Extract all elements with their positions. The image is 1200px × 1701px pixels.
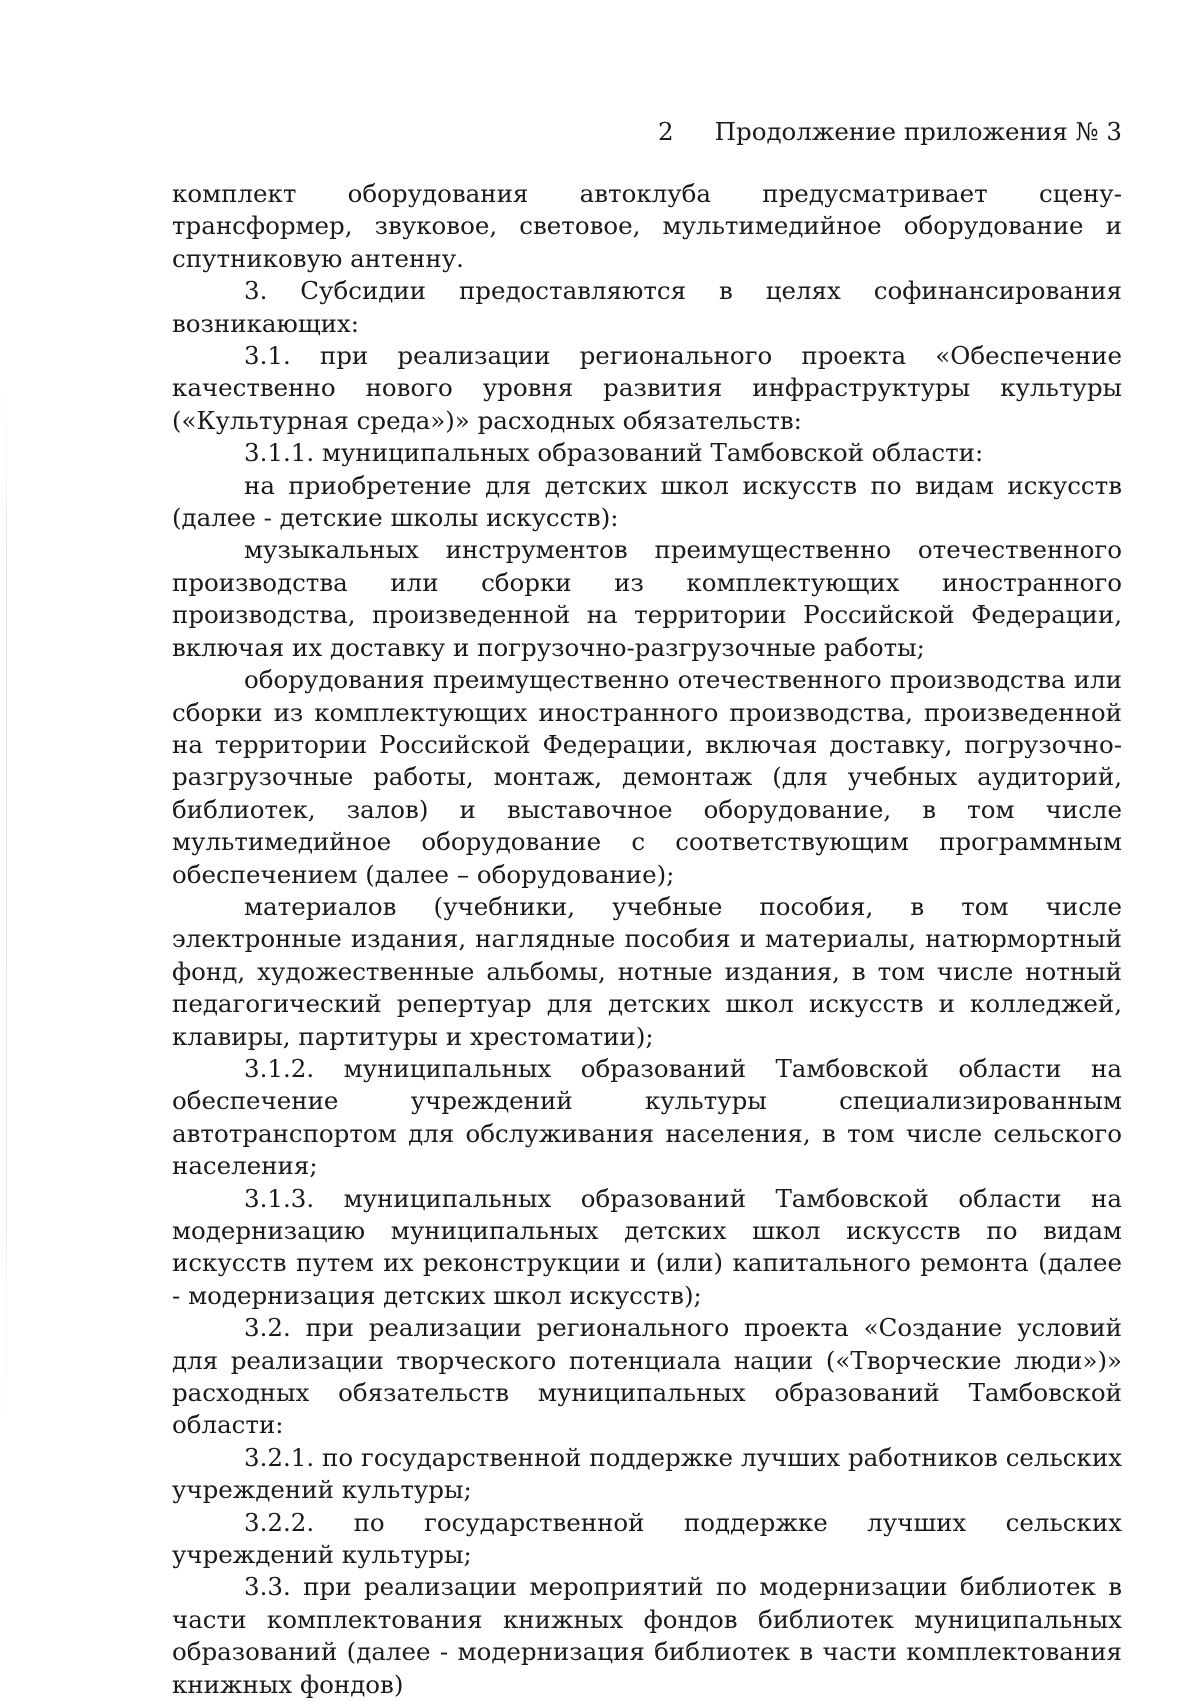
paragraph: музыкальных инструментов преимущественно отечественного производства или сборки из комплектующих иностранного производства, произведенной на территории Российской Федерации, включая их доставку и погрузочно-разгрузочные работы; xyxy=(172,535,1122,662)
paragraph: 3.2. при реализации регионального проекта «Создание условий для реализации творческого потенциала нации («Творческие люди»)» расходных обязательств муниципальных образований Тамбовской области: xyxy=(172,1313,1122,1440)
paragraph: 3.1.3. муниципальных образований Тамбовской области на модернизацию муниципальных детских школ искусств по видам искусств путем их реконструкции и (или) капитального ремонта (далее - модернизация детских школ искусств); xyxy=(172,1183,1122,1310)
page-header xyxy=(172,112,1122,152)
paragraph: 3.2.1. по государственной поддержке лучших работников сельских учреждений культуры; xyxy=(172,1442,1122,1505)
page-number: 2 xyxy=(658,117,674,146)
scan-edge-shadow xyxy=(6,380,7,1440)
paragraph: 3.2.2. по государственной поддержке лучших сельских учреждений культуры; xyxy=(172,1507,1122,1570)
paragraph: материалов (учебники, учебные пособия, в том числе электронные издания, наглядные пособия и материалы, натюрмортный фонд, художественные альбомы, нотные издания, в том числе нотный педагогический репертуар для детских школ искусств и колледжей, клавиры, партитуры и хрестоматии); xyxy=(172,891,1122,1051)
paragraph: 3.1.1. муниципальных образований Тамбовской области: xyxy=(244,438,984,468)
paragraph: 3. Субсидии предоставляются в целях софинансирования возникающих: xyxy=(172,276,1122,338)
paragraph: оборудования преимущественно отечественного производства или сборки из комплектующих иностранного производства, произведенной на территории Российской Федерации, включая доставку, погрузочно-разгрузочные работы, монтаж, демонтаж (для учебных аудиторий, библиотек, залов) и выставочное оборудование, в том числе мультимедийное оборудование с соответствующим программным обеспечением (далее – оборудование); xyxy=(172,665,1122,889)
paragraph: на приобретение для детских школ искусств по видам искусств (далее - детские школы искусств): xyxy=(172,470,1122,533)
appendix-continuation-caption: Продолжение приложения № 3 xyxy=(714,117,1122,146)
paragraph: 3.1.2. муниципальных образований Тамбовской области на обеспечение учреждений культуры специализированным автотранспортом для обслуживания населения, в том числе сельского населения; xyxy=(172,1053,1122,1181)
paragraph: 3.1. при реализации регионального проекта «Обеспечение качественно нового уровня развития инфраструктуры культуры («Культурная среда»)» расходных обязательств: xyxy=(172,341,1122,435)
paragraph: 3.3. при реализации мероприятий по модернизации библиотек в части комплектования книжных фондов библиотек муниципальных образований (далее - модернизация библиотек в части комплектования книжных фондов) xyxy=(172,1572,1122,1699)
document-body xyxy=(172,178,1122,1701)
paragraph: комплект оборудования автоклуба предусматривает сцену-трансформер, звуковое, световое, мультимедийное оборудование и спутниковую антенну. xyxy=(172,179,1122,273)
